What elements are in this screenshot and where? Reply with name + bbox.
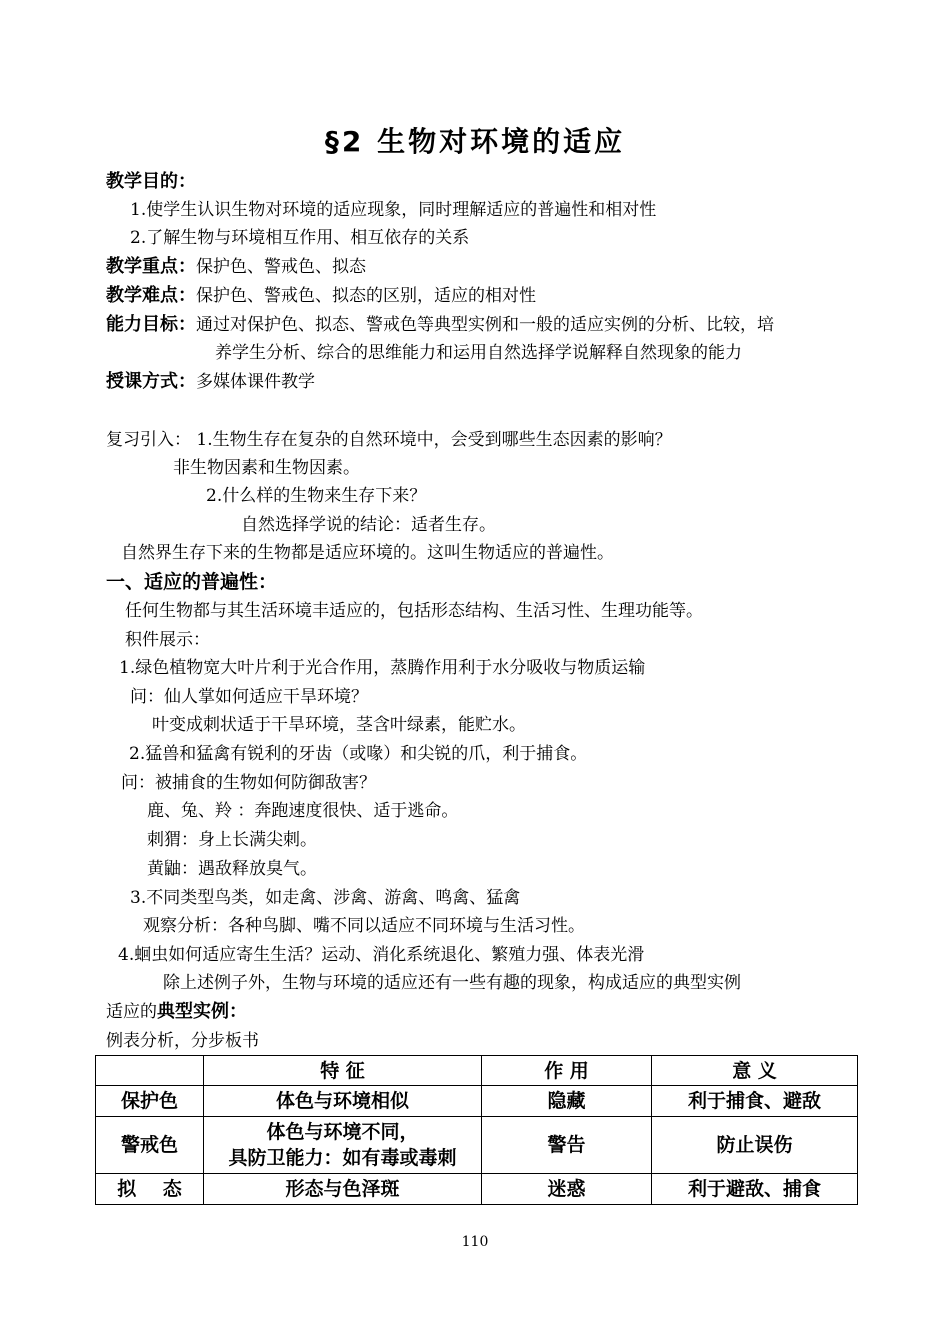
method-label: 授课方式： — [106, 371, 196, 392]
table-cell: 利于避敌、捕食 — [652, 1174, 858, 1205]
table-row — [96, 1117, 858, 1174]
table-cell-line: 具防卫能力：如有毒或毒刺 — [228, 1147, 457, 1169]
difficulties-text: 保护色、警戒色、拟态的区别，适应的相对性 — [196, 286, 536, 306]
section1-line-12: 观察分析：各种鸟脚、嘴不同以适应不同环境与生活习性。 — [143, 916, 585, 936]
table-header-row — [96, 1056, 858, 1086]
review-line-3: 2.什么样的生物来生存下来？ — [206, 486, 427, 506]
ability-text-2: 养学生分析、综合的思维能力和运用自然选择学说解释自然现象的能力 — [215, 343, 742, 363]
section1-line-2: 积件展示： — [125, 630, 210, 650]
table-cell: 防止误伤 — [652, 1117, 858, 1174]
table-row — [96, 1086, 858, 1117]
table-cell — [204, 1117, 482, 1174]
table-cell: 保护色 — [96, 1086, 204, 1117]
section1-line-7: 问：被捕食的生物如何防御敌害？ — [121, 773, 376, 793]
review-line-1: 复习引入： 1.生物生存在复杂的自然环境中，会受到哪些生态因素的影响？ — [106, 430, 672, 450]
table-cell: 形态与色泽斑 — [204, 1174, 482, 1205]
difficulties-line — [106, 284, 536, 308]
key-points-text: 保护色、警戒色、拟态 — [196, 257, 366, 277]
goal-item-1: 1.使学生认识生物对环境的适应现象，同时理解适应的普遍性和相对性 — [130, 200, 657, 220]
typical-examples-line — [106, 1000, 247, 1024]
goal-item-2: 2.了解生物与环境相互作用、相互依存的关系 — [130, 228, 470, 248]
table-cell: 拟 态 — [96, 1174, 204, 1205]
section1-line-9: 刺猬：身上长满尖刺。 — [147, 830, 317, 850]
typical-bold: 典型实例： — [157, 1001, 247, 1022]
key-points-line — [106, 255, 366, 279]
section1-line-10: 黄鼬：遇敌释放臭气。 — [147, 859, 317, 879]
page-title: §2 生物对环境的适应 — [324, 125, 626, 158]
goals-label: 教学目的： — [106, 171, 196, 192]
ability-line-1 — [106, 313, 774, 337]
table-cell: 隐藏 — [482, 1086, 652, 1117]
ability-label: 能力目标： — [106, 314, 196, 335]
method-text: 多媒体课件教学 — [196, 372, 315, 392]
ability-text-1: 通过对保护色、拟态、警戒色等典型实例和一般的适应实例的分析、比较，培 — [196, 315, 774, 335]
table-intro: 例表分析，分步板书 — [106, 1031, 259, 1051]
section1-heading: 一、适应的普遍性： — [106, 571, 278, 593]
section1-line-13: 4.蛔虫如何适应寄生生活？运动、消化系统退化、繁殖力强、体表光滑 — [118, 945, 645, 965]
section1-line-1: 任何生物都与其生活环境丰适应的，包括形态结构、生活习性、生理功能等。 — [125, 601, 703, 621]
method-line — [106, 370, 315, 394]
table-header-cell: 作 用 — [482, 1056, 652, 1086]
table-header-cell: 意 义 — [652, 1056, 858, 1086]
table-cell: 利于捕食、避敌 — [652, 1086, 858, 1117]
adaptation-table — [95, 1055, 858, 1205]
table-cell: 体色与环境相似 — [204, 1086, 482, 1117]
section1-line-5: 叶变成刺状适于干旱环境，茎含叶绿素，能贮水。 — [152, 715, 526, 735]
section1-line-11: 3.不同类型鸟类，如走禽、涉禽、游禽、鸣禽、猛禽 — [130, 888, 521, 908]
key-points-label: 教学重点： — [106, 256, 196, 277]
difficulties-label: 教学难点： — [106, 285, 196, 306]
review-line-2: 非生物因素和生物因素。 — [173, 458, 360, 478]
review-line-4: 自然选择学说的结论：适者生存。 — [241, 515, 496, 535]
section1-line-8: 鹿、兔、羚 ：奔跑速度很快、适于逃命。 — [147, 801, 459, 821]
typical-prefix: 适应的 — [106, 1002, 157, 1022]
page-number: 110 — [461, 1234, 489, 1250]
section1-line-14: 除上述例子外，生物与环境的适应还有一些有趣的现象，构成适应的典型实例 — [163, 973, 741, 993]
table-cell: 警戒色 — [96, 1117, 204, 1174]
table-header-cell: 特 征 — [204, 1056, 482, 1086]
review-line-5: 自然界生存下来的生物都是适应环境的。这叫生物适应的普遍性。 — [121, 543, 614, 563]
section1-line-6: 2.猛兽和猛禽有锐利的牙齿（或喙）和尖锐的爪，利于捕食。 — [129, 744, 588, 764]
table-header-cell — [96, 1056, 204, 1086]
table-cell: 警告 — [482, 1117, 652, 1174]
table-row — [96, 1174, 858, 1205]
section1-line-3: 1.绿色植物宽大叶片利于光合作用，蒸腾作用利于水分吸收与物质运输 — [119, 658, 646, 678]
table-cell-line: 体色与环境不同， — [266, 1121, 419, 1143]
section1-line-4: 问：仙人掌如何适应干旱环境？ — [130, 687, 368, 707]
table-cell: 迷惑 — [482, 1174, 652, 1205]
